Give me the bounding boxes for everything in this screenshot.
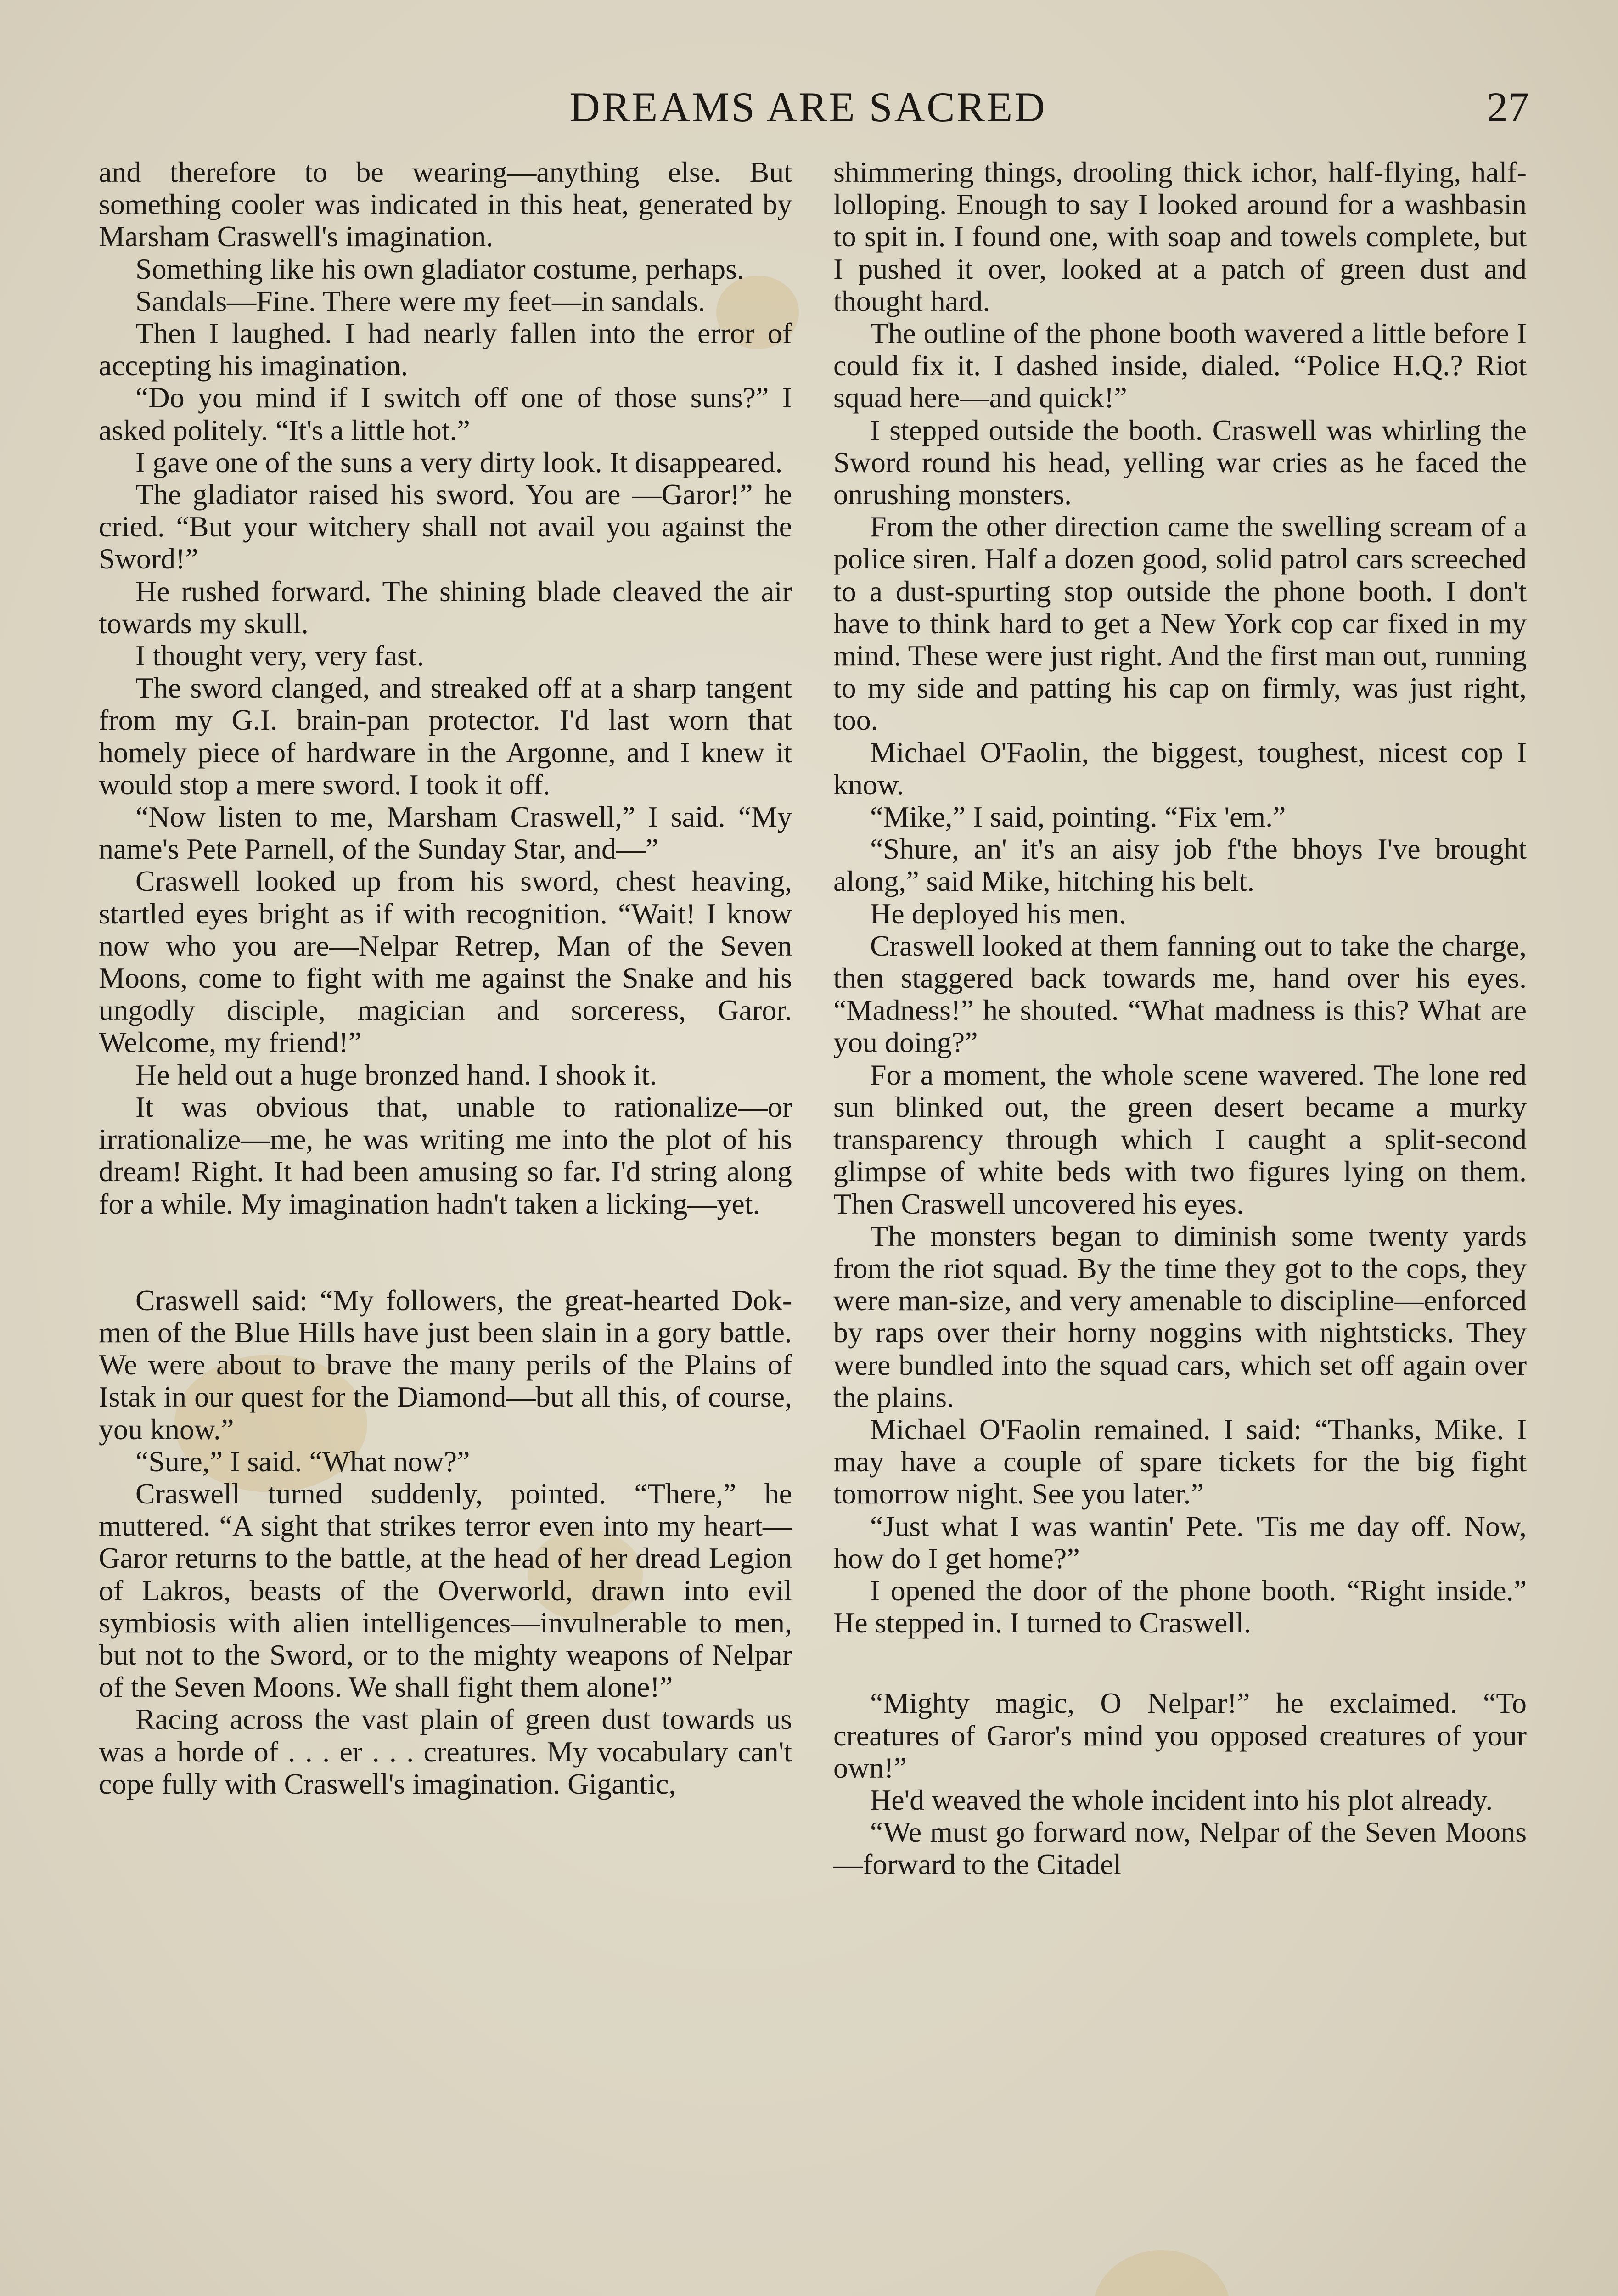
paragraph: Michael O'Faolin, the biggest, toughest, nicest cop I know. xyxy=(833,736,1527,801)
paragraph: Racing across the vast plain of green dust towards us was a horde of . . . er . . . creatures. My vocabulary can't cope fully with Craswell's imagination. Gigantic, xyxy=(99,1703,792,1800)
paragraph: shimmering things, drooling thick ichor, half-flying, half-lolloping. Enough to say I looked around for a washbasin to spit in. I found one, with soap and towels complete, but I pushed it over, looked at a patch of green dust and thought hard. xyxy=(833,156,1527,317)
running-header xyxy=(96,78,1547,147)
paragraph: I gave one of the suns a very dirty look. It disappeared. xyxy=(135,445,783,478)
paragraph: The outline of the phone booth wavered a little before I could fix it. I dashed inside, dialed. “Police H.Q.? Riot squad here—and quick!” xyxy=(833,317,1527,414)
paragraph: The sword clanged, and streaked off at a sharp tangent from my G.I. brain-pan protector. I'd last worn that homely piece of hardware in the Argonne, and I knew it would stop a mere sword. I took it off. xyxy=(99,671,792,801)
paragraph: It was obvious that, unable to rationalize—or irrationalize—me, he was writing me into the plot of his dream! Right. It had been amusing so far. I'd string along for a while. My imagination hadn't taken a licking—yet. xyxy=(99,1090,792,1220)
paragraph: “Sure,” I said. “What now?” xyxy=(135,1445,470,1478)
paragraph: He held out a huge bronzed hand. I shook it. xyxy=(135,1058,657,1091)
page-stain xyxy=(1093,2250,1230,2296)
paragraph: He'd weaved the whole incident into his plot already. xyxy=(870,1783,1493,1816)
section-break xyxy=(833,1639,1527,1687)
paragraph: The gladiator raised his sword. You are —Garor!” he cried. “But your witchery shall not avail you against the Sword!” xyxy=(99,478,792,575)
paragraph: He rushed forward. The shining blade cleaved the air towards my skull. xyxy=(99,574,792,640)
paragraph: Craswell said: “My followers, the great-hearted Dok-men of the Blue Hills have just been slain in a gory battle. We were about to brave the many perils of the Plains of Istak in our quest for the Diamond—but all this, of course, you know.” xyxy=(99,1283,792,1446)
paragraph: “Now listen to me, Marsham Craswell,” I said. “My name's Pete Parnell, of the Sunday Star, and—” xyxy=(99,800,792,866)
paragraph: and therefore to be wearing—anything else. But something cooler was indicated in this heat, generated by Marsham Craswell's imagination. xyxy=(99,156,792,253)
paragraph: He deployed his men. xyxy=(870,897,1127,930)
paragraph: “Just what I was wantin' Pete. 'Tis me day off. Now, how do I get home?” xyxy=(833,1509,1527,1575)
paragraph: I stepped outside the booth. Craswell was whirling the Sword round his head, yelling war cries as he faced the onrushing monsters. xyxy=(833,413,1527,511)
paragraph: From the other direction came the swelling scream of a police siren. Half a dozen good, solid patrol cars screeched to a dust-spurting stop outside the phone booth. I don't have to think hard to get a New York cop car fixed in my mind. These were just right. And the first man out, running to my side and patting his cap on firmly, was just right, too. xyxy=(833,510,1527,737)
paragraph: Craswell looked at them fanning out to take the charge, then staggered back towards me, hand over his eyes. “Madness!” he shouted. “What madness is this? What are you doing?” xyxy=(833,929,1527,1059)
paragraph: “Do you mind if I switch off one of those suns?” I asked politely. “It's a little hot.” xyxy=(99,381,792,446)
paragraph: For a moment, the whole scene wavered. The lone red sun blinked out, the green desert became a murky transparency through which I caught a split-second glimpse of white beds with two figures lying on them. Then Craswell uncovered his eyes. xyxy=(833,1058,1527,1220)
section-break xyxy=(99,1220,792,1284)
paragraph: Craswell looked up from his sword, chest heaving, startled eyes bright as if with recognition. “Wait! I know now who you are—Nelpar Retrep, Man of the Seven Moons, come to fight with me against the Snake and his ungodly disciple, magician and sorceress, Garor. Welcome, my friend!” xyxy=(99,865,792,1059)
paragraph: I opened the door of the phone booth. “Right inside.” He stepped in. I turned to Craswell. xyxy=(833,1574,1527,1639)
paragraph: “Shure, an' it's an aisy job f'the bhoys I've brought along,” said Mike, hitching his belt. xyxy=(833,833,1527,898)
page-number: 27 xyxy=(1487,84,1529,130)
right-column xyxy=(833,156,1527,1881)
paragraph: “Mike,” I said, pointing. “Fix 'em.” xyxy=(870,800,1286,833)
paragraph: The monsters began to diminish some twenty yards from the riot squad. By the time they got to the cops, they were man-size, and very amenable to discipline—enforced by raps over their horny noggins with nightsticks. They were bundled into the squad cars, which set off again over the plains. xyxy=(833,1219,1527,1413)
paragraph: “Mighty magic, O Nelpar!” he exclaimed. “To creatures of Garor's mind you opposed creatures of your own!” xyxy=(833,1687,1527,1784)
paragraph: “We must go forward now, Nelpar of the Seven Moons—forward to the Citadel xyxy=(833,1816,1527,1881)
running-title: DREAMS ARE SACRED xyxy=(569,84,1047,130)
paragraph: Something like his own gladiator costume, perhaps. xyxy=(135,252,744,285)
paragraph: Craswell turned suddenly, pointed. “There,” he muttered. “A sight that strikes terror even into my heart—Garor returns to the battle, at the head of her dread Legion of Lakros, beasts of the Overworld, drawn into evil symbiosis with alien intelligences—invulnerable to men, but not to the Sword, or to the mighty weapons of Nelpar of the Seven Moons. We shall fight them alone!” xyxy=(99,1477,792,1704)
paragraph: Michael O'Faolin remained. I said: “Thanks, Mike. I may have a couple of spare tickets for the big fight tomorrow night. See you later.” xyxy=(833,1412,1527,1510)
left-column xyxy=(99,156,792,1800)
paragraph: Then I laughed. I had nearly fallen into the error of accepting his imagination. xyxy=(99,317,792,382)
paragraph: I thought very, very fast. xyxy=(135,639,424,672)
paragraph: Sandals—Fine. There were my feet—in sandals. xyxy=(135,284,706,317)
